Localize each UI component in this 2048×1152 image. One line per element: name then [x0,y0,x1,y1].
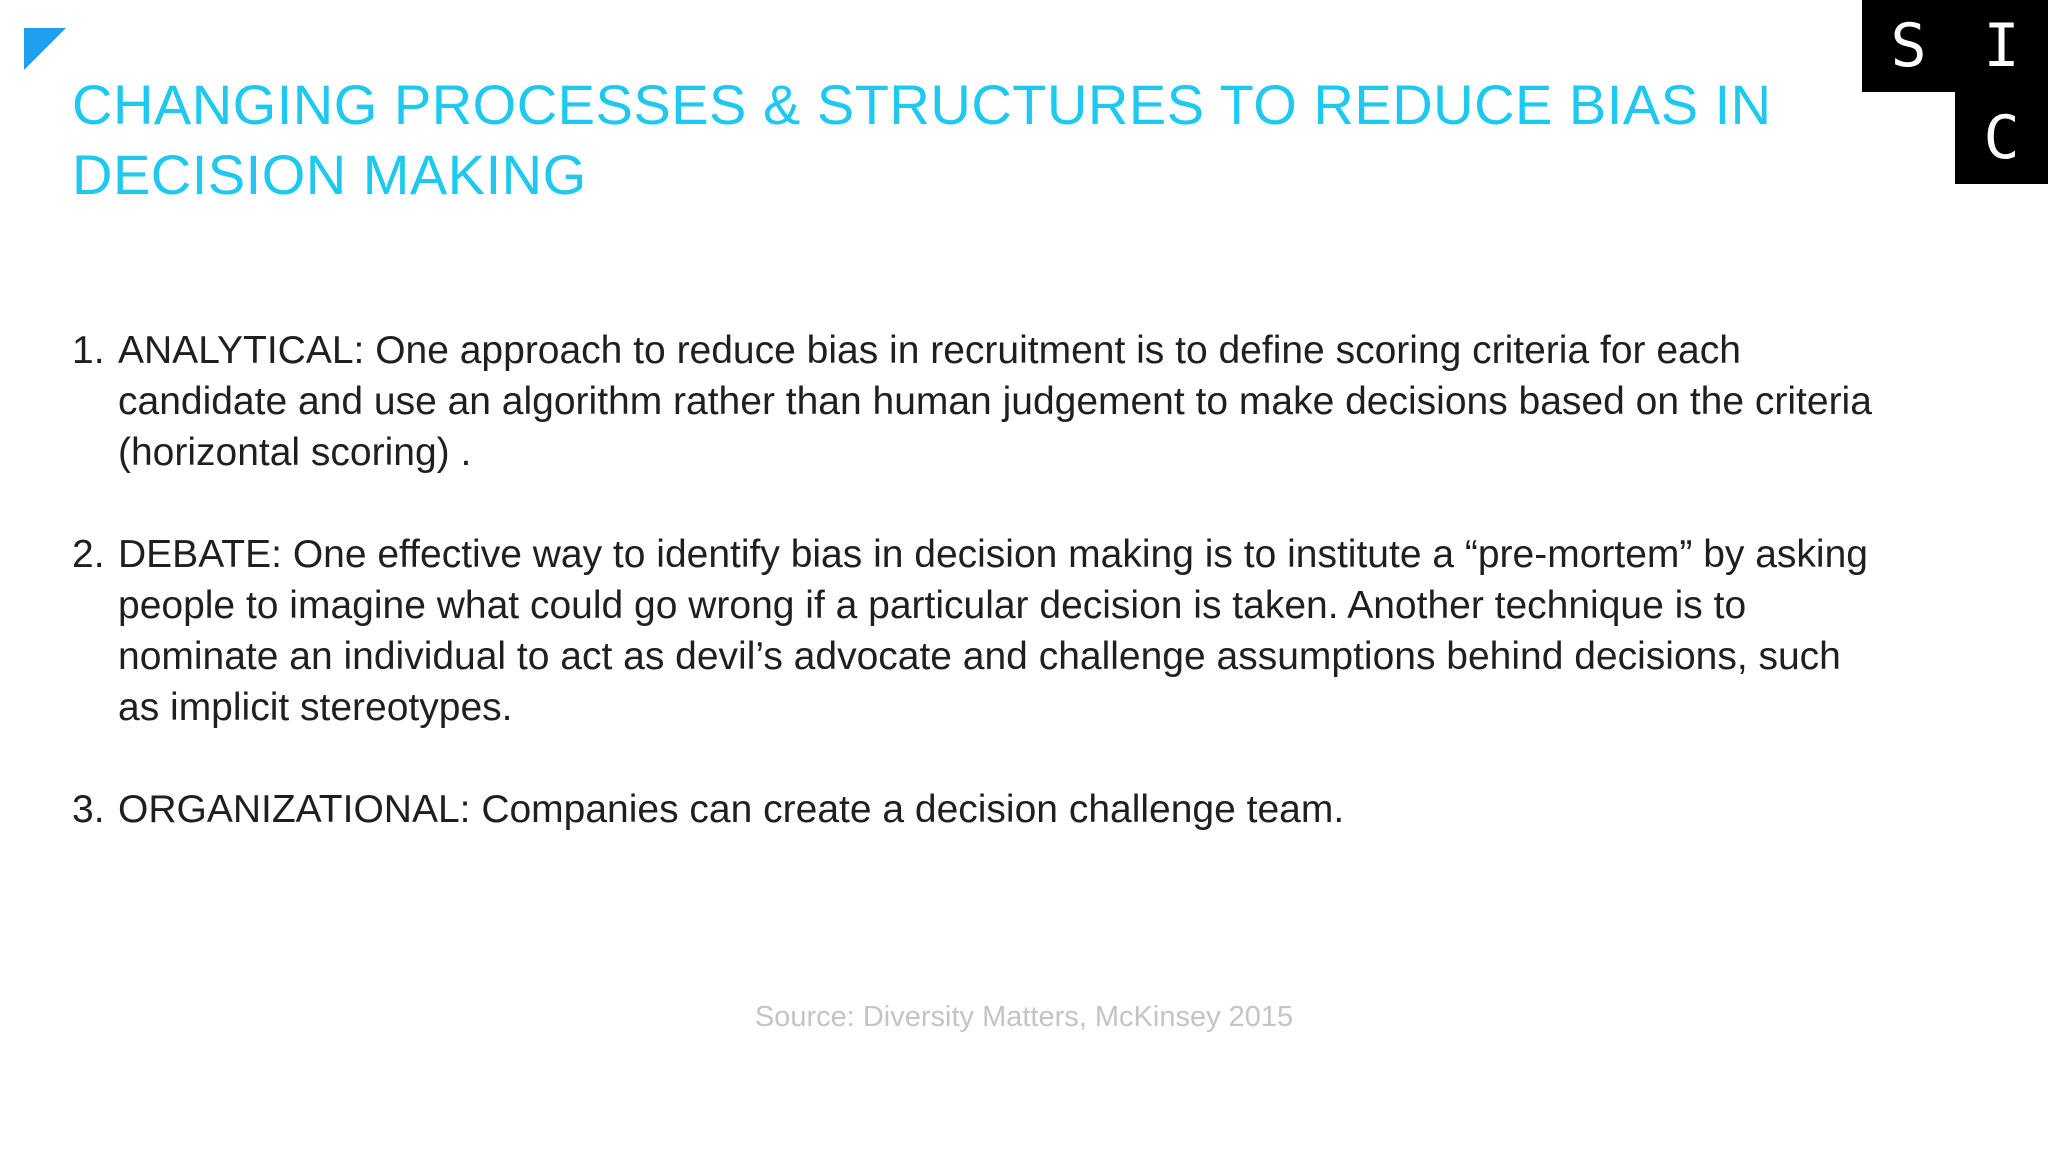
sic-logo [1862,0,2048,185]
list-item-text: ORGANIZATIONAL: Companies can create a decision challenge team. [118,788,1345,831]
list-item-analytical [72,325,1872,478]
logo-letter-s: S [1862,0,1955,92]
list-item-text: DEBATE: One effective way to identify bias in decision making is to institute a “pre-mortem” by asking people to imagine what could go wrong if a particular decision is taken. Another technique is to nominate an individual to act as devil’s advocate and challenge assumptions behind decisions, such as implicit stereotypes. [118,533,1868,729]
triangle-corner-icon [24,28,66,70]
bias-reduction-list [72,325,1872,886]
list-item-number: 1. [72,329,105,372]
list-item-debate [72,529,1872,733]
list-item-number: 2. [72,533,105,576]
source-citation: Source: Diversity Matters, McKinsey 2015 [754,1001,1294,1033]
logo-letter-c: C [1955,92,2048,184]
list-item-text: ANALYTICAL: One approach to reduce bias in recruitment is to define scoring criteria for each candidate and use an algorithm rather than human judgement to make decisions based on the criteria (horizontal scoring) . [118,329,1872,474]
list-item-number: 3. [72,788,105,831]
slide-title: CHANGING PROCESSES & STRUCTURES TO REDUCE BIAS IN DECISION MAKING [72,73,1772,206]
list-item-organizational [72,784,1872,835]
logo-letter-i: I [1955,0,2048,92]
